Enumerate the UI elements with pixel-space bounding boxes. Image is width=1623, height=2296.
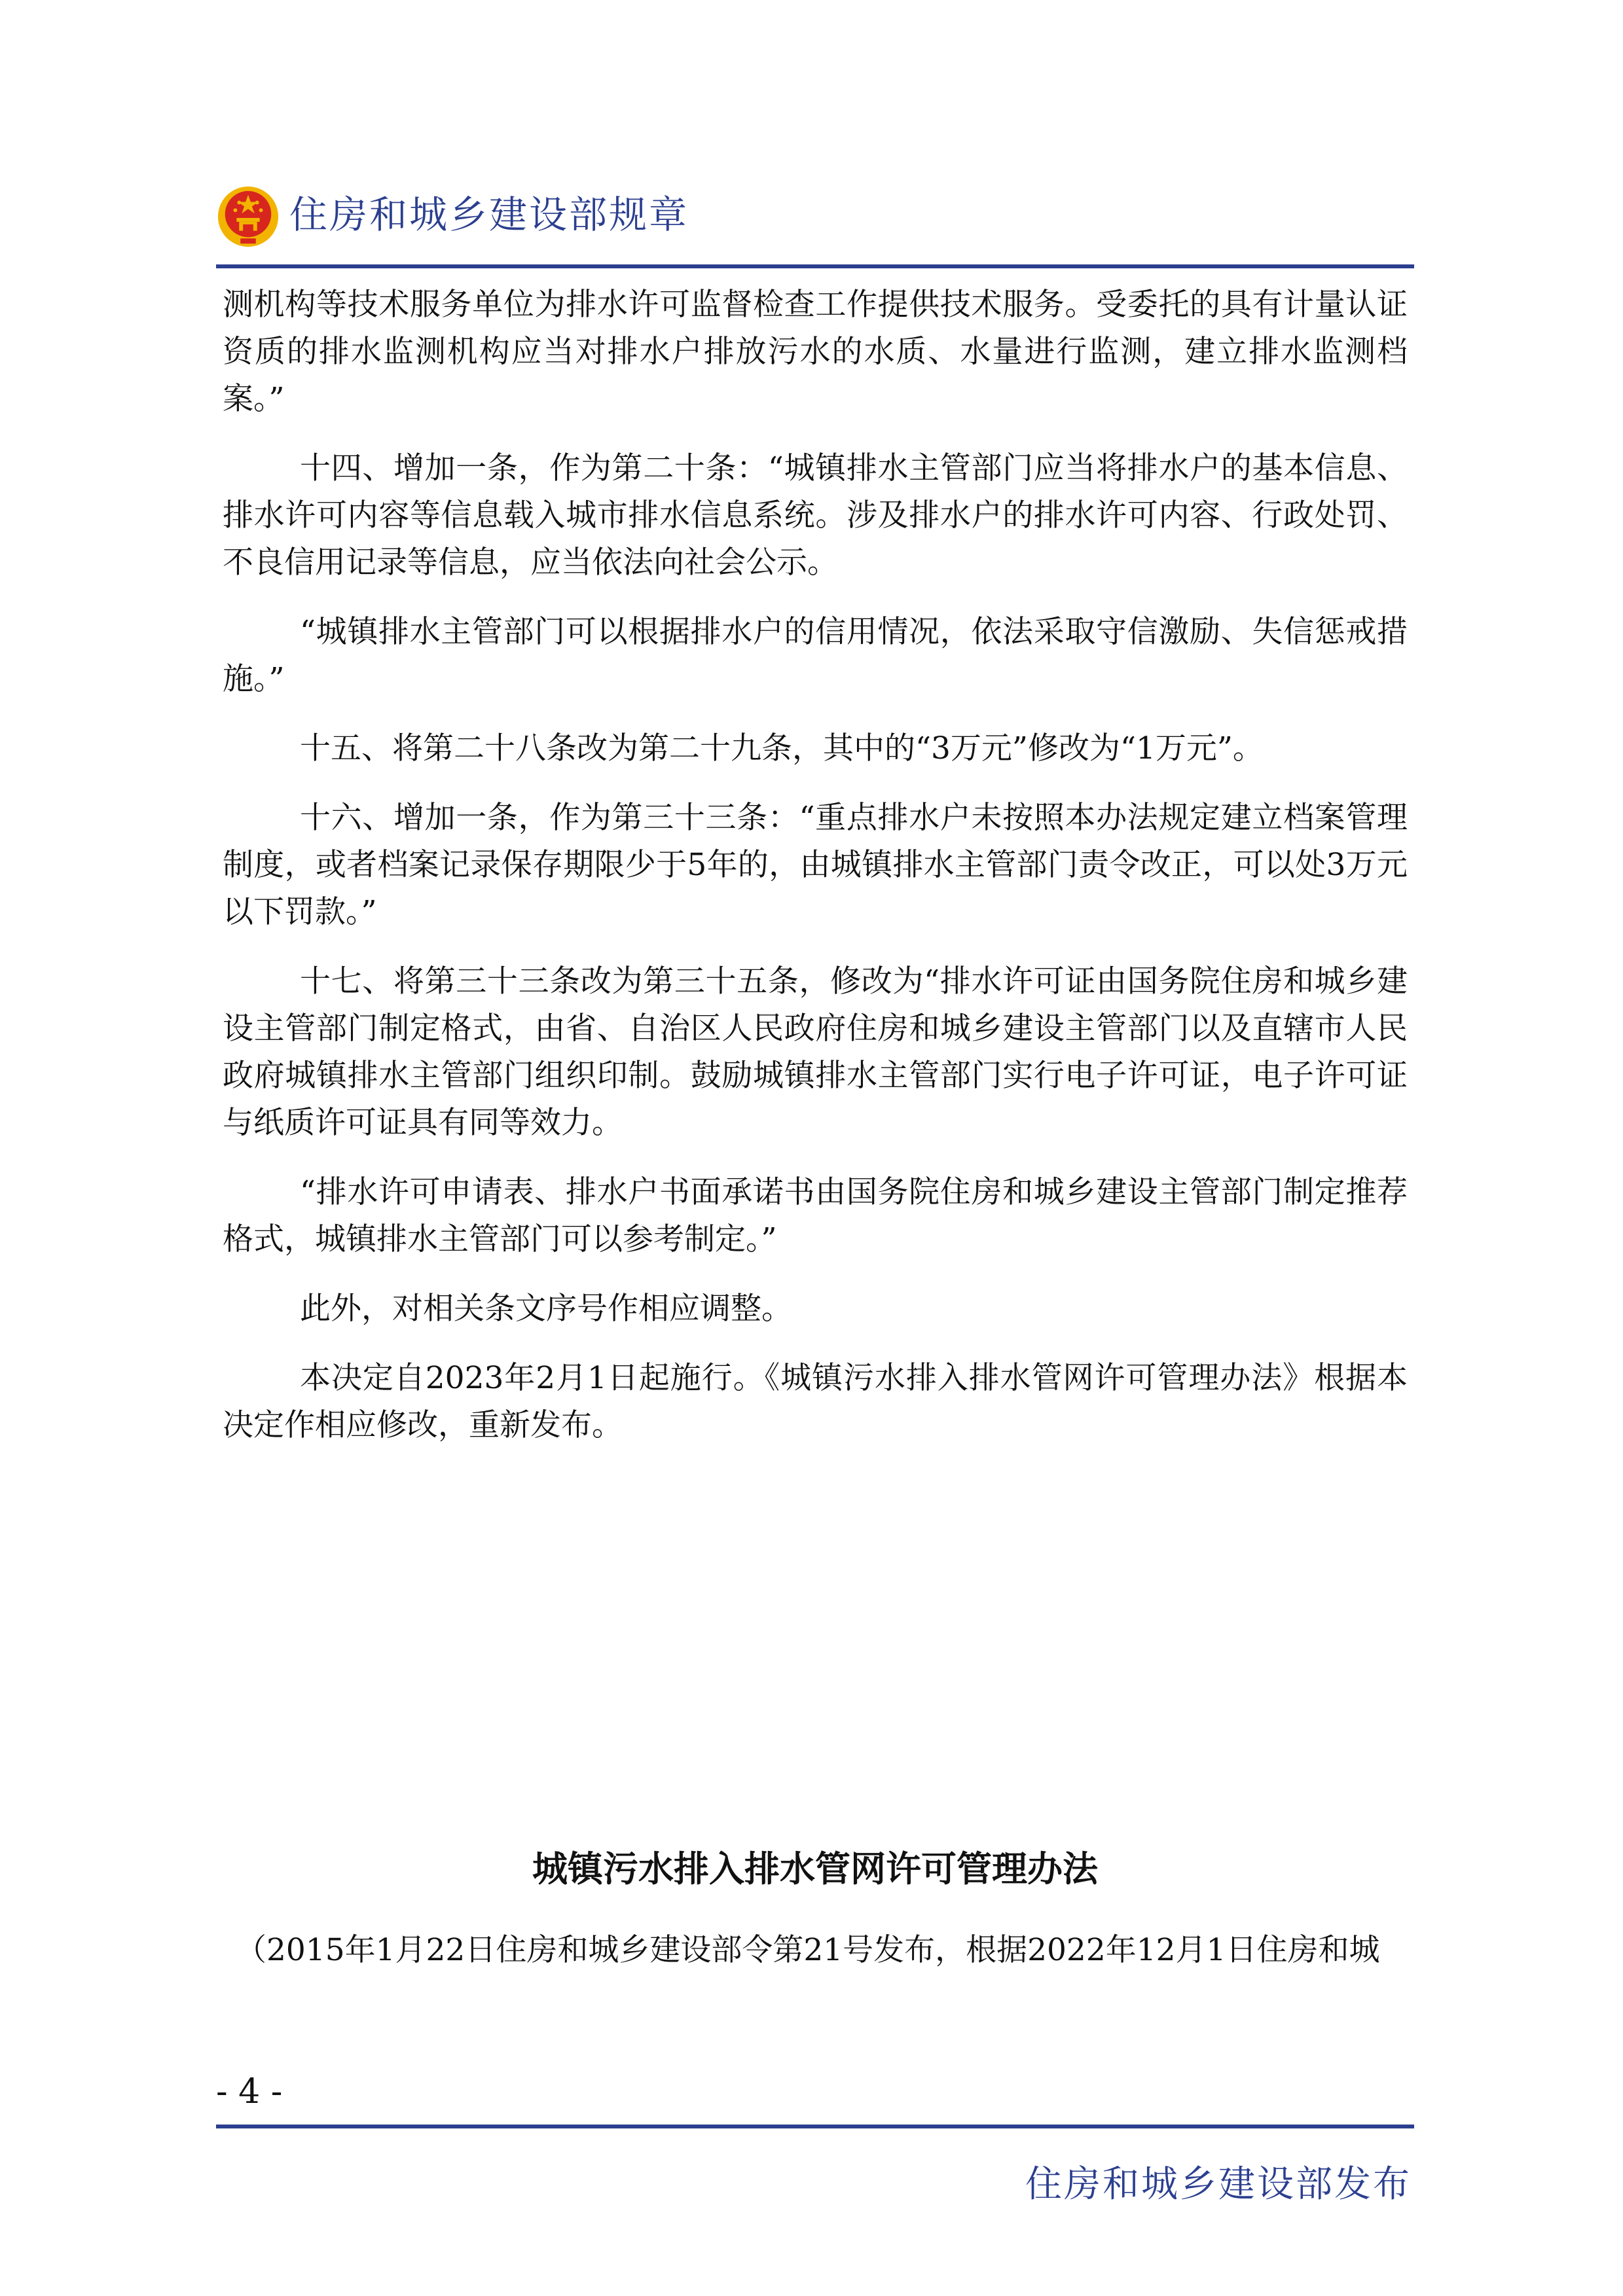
paragraph: “排水许可申请表、排水户书面承诺书由国务院住房和城乡建设主管部门制定推荐格式，城镇排水主管部门可以参考制定。” <box>223 1174 1408 1257</box>
law-publication-note: （2015年1月22日住房和城乡建设部令第21号发布，根据2022年12月1日住房和城 <box>236 1932 1380 1968</box>
paragraph: 十五、将第二十八条改为第二十九条，其中的“3万元”修改为“1万元”。 <box>300 730 1264 766</box>
document-body <box>223 281 1408 1471</box>
paragraph: 本决定自2023年2月1日起施行。《城镇污水排入排水管网许可管理办法》根据本决定作相应修改，重新发布。 <box>223 1360 1408 1443</box>
paragraph: 十六、增加一条，作为第三十三条：“重点排水户未按照本办法规定建立档案管理制度，或者档案记录保存期限少于5年的，由城镇排水主管部门责令改正，可以处3万元以下罚款。” <box>223 800 1408 930</box>
page-number: - 4 - <box>216 2072 283 2111</box>
law-title: 城镇污水排入排水管网许可管理办法 <box>532 1848 1098 1890</box>
page-header <box>216 182 1414 255</box>
paragraph: 十四、增加一条，作为第二十条：“城镇排水主管部门应当将排水户的基本信息、排水许可内容等信息载入城市排水信息系统。涉及排水户的排水许可内容、行政处罚、不良信用记录等信息，应当依法向社会公示。 <box>223 450 1408 581</box>
header-divider <box>216 264 1414 268</box>
footer-divider <box>216 2125 1414 2128</box>
header-title: 住房和城乡建设部规章 <box>289 192 689 237</box>
national-emblem-icon <box>216 185 280 249</box>
paragraph: 此外，对相关条文序号作相应调整。 <box>300 1291 792 1327</box>
paragraph: 十七、将第三十三条改为第三十五条，修改为“排水许可证由国务院住房和城乡建设主管部门制定格式，由省、自治区人民政府住房和城乡建设主管部门以及直辖市人民政府城镇排水主管部门组织印制。鼓励城镇排水主管部门实行电子许可证，电子许可证与纸质许可证具有同等效力。 <box>223 963 1408 1141</box>
paragraph: “城镇排水主管部门可以根据排水户的信用情况，依法采取守信激励、失信惩戒措施。” <box>223 614 1408 697</box>
footer-publisher: 住房和城乡建设部发布 <box>1025 2163 1412 2206</box>
paragraph: 测机构等技术服务单位为排水许可监督检查工作提供技术服务。受委托的具有计量认证资质的排水监测机构应当对排水户排放污水的水质、水量进行监测，建立排水监测档案。” <box>223 287 1408 417</box>
